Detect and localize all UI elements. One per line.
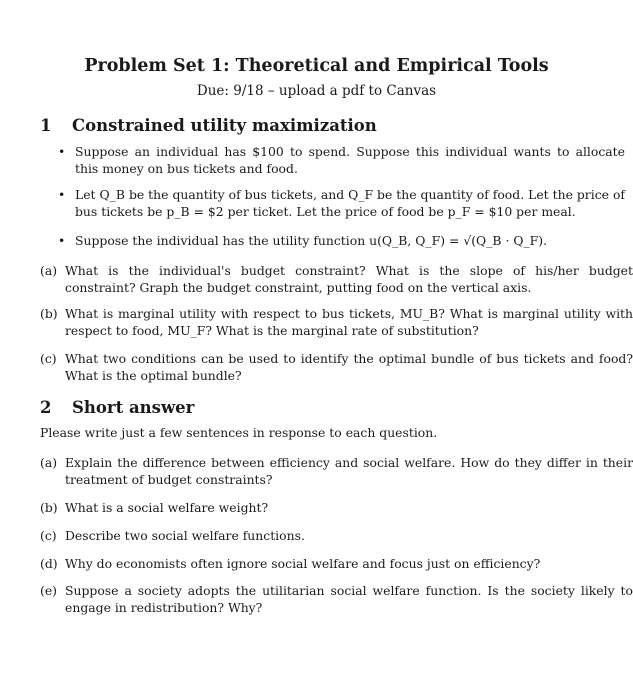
question-label: (e) — [40, 583, 58, 598]
question-text: Why do economists often ignore social welfare and focus just on efficiency? — [65, 556, 541, 571]
question-item — [40, 350, 633, 384]
question-text: Explain the difference between efficiency and social welfare. How do they differ in their treatment of budget constraints? — [65, 455, 633, 487]
list-item — [58, 143, 625, 177]
bullet-icon: • — [58, 187, 66, 202]
question-label: (d) — [40, 556, 58, 571]
bullet-text: Suppose an individual has $100 to spend. Suppose this individual wants to allocate this money on bus tickets and food. — [75, 144, 625, 176]
question-item — [40, 305, 633, 339]
question-label: (a) — [40, 455, 58, 470]
question-label: (c) — [40, 351, 57, 366]
bullet-text: Suppose the individual has the utility function u(Q_B, Q_F) = √(Q_B · Q_F). — [75, 233, 548, 248]
section-1-heading — [40, 116, 377, 135]
section-intro: Please write just a few sentences in response to each question. — [40, 425, 438, 440]
section-title: Short answer — [72, 398, 195, 417]
due-date-line: Due: 9/18 – upload a pdf to Canvas — [196, 83, 437, 99]
question-text: Suppose a society adopts the utilitarian social welfare function. Is the society likely to engage in redistribution? Why? — [65, 583, 633, 615]
question-item — [40, 454, 633, 488]
question-item — [40, 555, 633, 572]
question-item — [40, 582, 633, 616]
bullet-text: Let Q_B be the quantity of bus tickets, and Q_F be the quantity of food. Let the price of bus tickets be p_B = $2 per ticket. Let the price of food be p_F = $10 per meal. — [75, 187, 625, 219]
question-label: (b) — [40, 500, 58, 515]
question-text: What two conditions can be used to identify the optimal bundle of bus tickets and food? What is the optimal bundle? — [65, 351, 633, 383]
list-item — [58, 232, 625, 249]
question-text: What is marginal utility with respect to bus tickets, MU_B? What is marginal utility with respect to food, MU_F? What is the marginal rate of substitution? — [65, 306, 633, 338]
question-text: What is a social welfare weight? — [65, 500, 269, 515]
question-item — [40, 527, 633, 544]
page-title: Problem Set 1: Theoretical and Empirical Tools — [84, 56, 549, 76]
bullet-icon: • — [58, 144, 66, 159]
question-text: What is the individual's budget constraint? What is the slope of his/her budget constraint? Graph the budget constraint, putting food on the vertical axis. — [65, 263, 633, 295]
section-title: Constrained utility maximization — [72, 116, 377, 135]
section-number: 2 — [40, 398, 52, 417]
question-label: (b) — [40, 306, 58, 321]
question-label: (c) — [40, 528, 57, 543]
question-item — [40, 262, 633, 296]
section-number: 1 — [40, 116, 52, 135]
bullet-icon: • — [58, 233, 66, 248]
question-label: (a) — [40, 263, 58, 278]
list-item — [58, 186, 625, 220]
section-2-heading — [40, 398, 194, 417]
question-text: Describe two social welfare functions. — [65, 528, 305, 543]
question-item — [40, 499, 633, 516]
